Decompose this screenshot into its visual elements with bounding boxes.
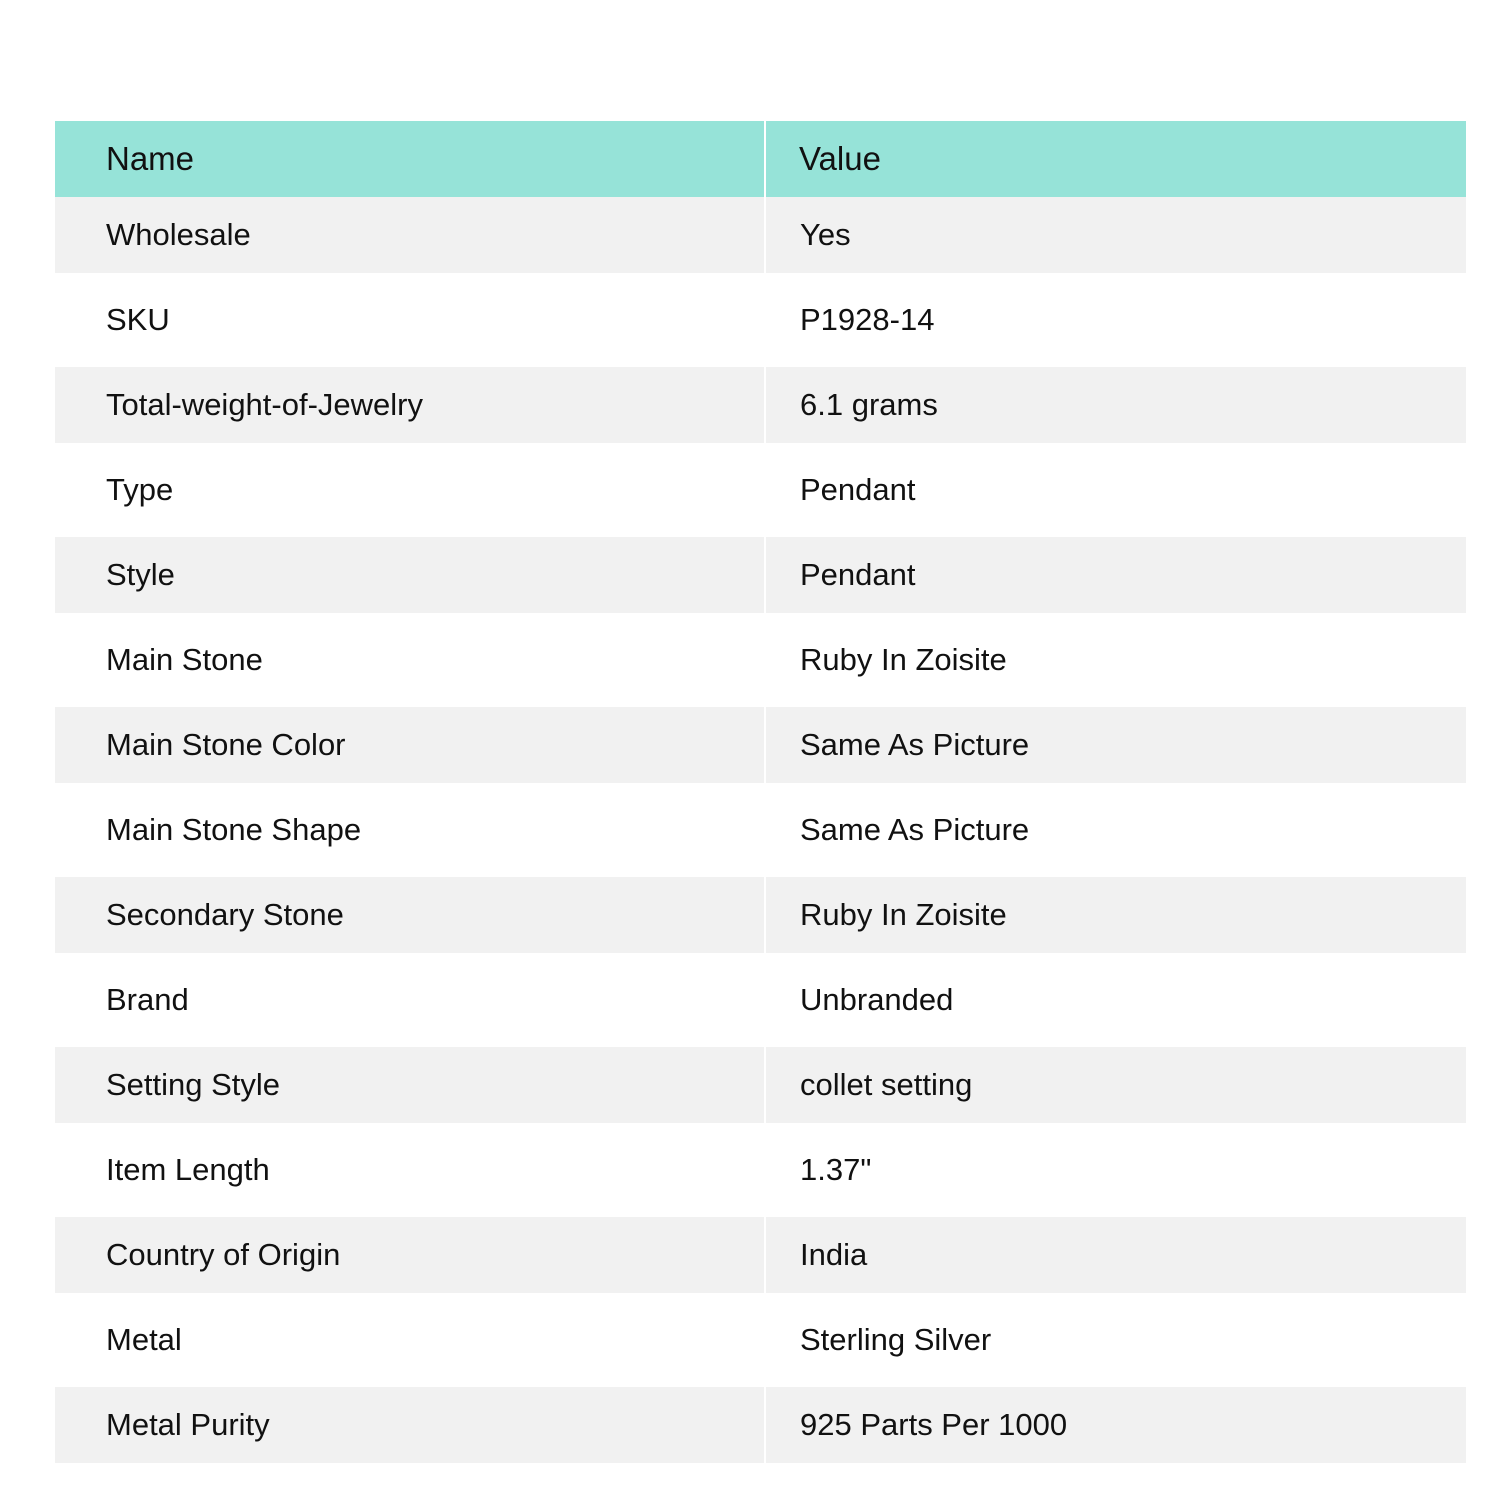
table-row xyxy=(55,273,1466,367)
table-row xyxy=(55,877,1466,953)
table-row xyxy=(55,1123,1466,1217)
row-name-cell: Metal Purity xyxy=(55,1387,766,1463)
table-row xyxy=(55,1047,1466,1123)
row-name-cell: Total-weight-of-Jewelry xyxy=(55,367,766,443)
table-row xyxy=(55,613,1466,707)
row-name-cell: Main Stone Color xyxy=(55,707,766,783)
row-value-cell: Unbranded xyxy=(766,953,1466,1047)
row-value-cell: 6.1 grams xyxy=(766,367,1466,443)
row-value-cell: 925 Parts Per 1000 xyxy=(766,1387,1466,1463)
row-name-cell: Setting Style xyxy=(55,1047,766,1123)
row-name-cell: Wholesale xyxy=(55,197,766,273)
row-name-cell: Main Stone Shape xyxy=(55,783,766,877)
row-value-cell: Pendant xyxy=(766,537,1466,613)
row-name-cell: Main Stone xyxy=(55,613,766,707)
row-value-cell: Ruby In Zoisite xyxy=(766,877,1466,953)
table-row xyxy=(55,1293,1466,1387)
row-value-cell: Same As Picture xyxy=(766,783,1466,877)
row-value-cell: Yes xyxy=(766,197,1466,273)
table-row xyxy=(55,1217,1466,1293)
table-row xyxy=(55,197,1466,273)
specifications-table xyxy=(55,121,1466,1463)
row-value-cell: Pendant xyxy=(766,443,1466,537)
table-row xyxy=(55,783,1466,877)
row-name-cell: SKU xyxy=(55,273,766,367)
row-value-cell: Sterling Silver xyxy=(766,1293,1466,1387)
table-row xyxy=(55,1387,1466,1463)
table-row xyxy=(55,537,1466,613)
table-header-row xyxy=(55,121,1466,197)
row-value-cell: collet setting xyxy=(766,1047,1466,1123)
row-name-cell: Secondary Stone xyxy=(55,877,766,953)
header-name-cell: Name xyxy=(55,121,766,197)
row-value-cell: Ruby In Zoisite xyxy=(766,613,1466,707)
row-name-cell: Brand xyxy=(55,953,766,1047)
row-name-cell: Style xyxy=(55,537,766,613)
row-value-cell: India xyxy=(766,1217,1466,1293)
table-row xyxy=(55,367,1466,443)
table-row xyxy=(55,443,1466,537)
row-value-cell: Same As Picture xyxy=(766,707,1466,783)
row-name-cell: Country of Origin xyxy=(55,1217,766,1293)
table-row xyxy=(55,707,1466,783)
header-value-cell: Value xyxy=(766,121,1466,197)
row-name-cell: Metal xyxy=(55,1293,766,1387)
row-value-cell: 1.37" xyxy=(766,1123,1466,1217)
row-name-cell: Item Length xyxy=(55,1123,766,1217)
row-name-cell: Type xyxy=(55,443,766,537)
table-row xyxy=(55,953,1466,1047)
row-value-cell: P1928-14 xyxy=(766,273,1466,367)
